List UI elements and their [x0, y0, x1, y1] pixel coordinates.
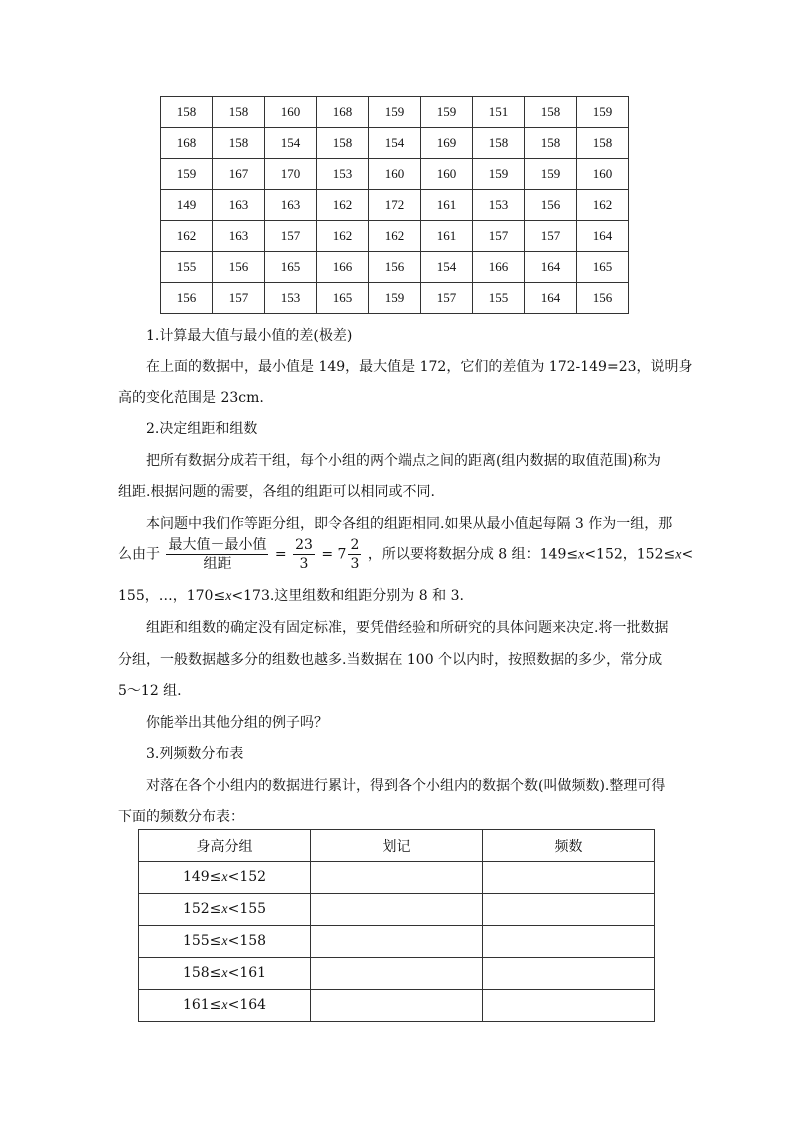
range-low: 152≤ [182, 901, 222, 917]
section1-para-line1: 在上面的数据中，最小值是 149，最大值是 172，它们的差值为 172-149=23，说明身 [146, 359, 693, 375]
section3-para-line1: 对落在各个小组内的数据进行累计，得到各个小组内的数据个数(叫做频数).整理可得 [146, 778, 666, 794]
equals-sign: = [274, 546, 287, 563]
line3-part-a: 155，…，170≤ [118, 588, 226, 604]
frequency-cell [483, 990, 655, 1022]
range-low: 161≤ [182, 997, 222, 1013]
header-frequency: 频数 [483, 830, 655, 862]
frequency-cell [483, 926, 655, 958]
data-cell: 165 [265, 252, 317, 283]
data-cell: 162 [317, 221, 369, 252]
fraction-numerator: 2 [350, 537, 360, 553]
fraction-numerator: 23 [295, 537, 313, 553]
section2-para3-line1: 组距和组数的确定没有固定标准，要凭借经验和所研究的具体问题来决定.将一批数据 [146, 620, 669, 636]
variable-x: x [221, 902, 228, 917]
section2-para3-line2: 分组，一般数据越多分的组数也越多.当数据在 100 个以内时，按照数据的多少，常分成 [118, 652, 663, 668]
formula-line [118, 536, 693, 576]
tally-cell [311, 862, 483, 894]
data-cell: 164 [577, 221, 629, 252]
section1-para-line2: 高的变化范围是 23cm. [118, 390, 264, 406]
section2-para3-line3: 5～12 组. [118, 683, 182, 699]
formula-suffix-c: < [681, 546, 694, 563]
range-high: <155 [227, 901, 267, 917]
variable-x: x [225, 589, 232, 604]
data-cell: 157 [213, 283, 265, 314]
data-cell: 159 [421, 97, 473, 128]
data-cell: 156 [369, 252, 421, 283]
section1-heading: 1.计算最大值与最小值的差(极差) [146, 328, 353, 344]
fraction-range-over-width [166, 536, 268, 573]
table-row [161, 97, 629, 128]
variable-x: x [221, 934, 228, 949]
formula-prefix: 么由于 [118, 546, 160, 563]
fraction-denominator: 3 [350, 556, 360, 572]
data-cell: 166 [317, 252, 369, 283]
range-high: <161 [227, 965, 267, 981]
data-cell: 162 [317, 190, 369, 221]
data-cell: 160 [577, 159, 629, 190]
data-cell: 157 [473, 221, 525, 252]
data-cell: 157 [265, 221, 317, 252]
group-range-cell [139, 894, 311, 926]
formula-suffix-a: ，所以要将数据分成 8 组：149≤ [367, 546, 579, 563]
table-row [139, 862, 655, 894]
data-cell: 170 [265, 159, 317, 190]
data-cell: 157 [421, 283, 473, 314]
data-cell: 162 [577, 190, 629, 221]
variable-x: x [221, 870, 228, 885]
group-range-cell [139, 926, 311, 958]
data-cell: 159 [473, 159, 525, 190]
fraction-numerator: 最大值－最小值 [168, 537, 267, 553]
data-cell: 153 [265, 283, 317, 314]
header-tally: 划记 [311, 830, 483, 862]
data-cell: 159 [525, 159, 577, 190]
data-cell: 159 [369, 283, 421, 314]
data-cell: 158 [577, 128, 629, 159]
data-cell: 162 [369, 221, 421, 252]
range-high: <152 [227, 869, 267, 885]
tally-cell [311, 894, 483, 926]
data-cell: 158 [213, 97, 265, 128]
table-header-row [139, 830, 655, 862]
variable-x: x [221, 998, 228, 1013]
frequency-cell [483, 958, 655, 990]
tally-cell [311, 990, 483, 1022]
variable-x: x [675, 547, 682, 563]
data-cell: 157 [525, 221, 577, 252]
range-low: 149≤ [182, 869, 222, 885]
data-cell: 156 [577, 283, 629, 314]
frequency-cell [483, 862, 655, 894]
frequency-distribution-table [138, 829, 655, 1022]
data-cell: 161 [421, 221, 473, 252]
data-cell: 172 [369, 190, 421, 221]
table-row [161, 159, 629, 190]
table-row [161, 221, 629, 252]
table-row [139, 894, 655, 926]
data-cell: 162 [161, 221, 213, 252]
range-high: <164 [227, 997, 267, 1013]
fraction-denominator: 3 [299, 556, 309, 572]
data-cell: 156 [161, 283, 213, 314]
data-cell: 154 [265, 128, 317, 159]
data-cell: 164 [525, 283, 577, 314]
range-low: 158≤ [182, 965, 222, 981]
data-cell: 160 [421, 159, 473, 190]
header-height-group: 身高分组 [139, 830, 311, 862]
data-cell: 167 [213, 159, 265, 190]
fraction-23-over-3 [293, 536, 315, 573]
data-cell: 163 [213, 190, 265, 221]
variable-x: x [578, 547, 585, 563]
data-cell: 153 [317, 159, 369, 190]
data-cell: 158 [161, 97, 213, 128]
fraction-denominator: 组距 [203, 556, 232, 572]
equals-seven: = 7 [321, 546, 347, 563]
data-cell: 154 [369, 128, 421, 159]
data-cell: 155 [473, 283, 525, 314]
data-cell: 168 [161, 128, 213, 159]
data-cell: 165 [317, 283, 369, 314]
data-cell: 159 [577, 97, 629, 128]
section2-question: 你能举出其他分组的例子吗？ [146, 715, 328, 731]
data-cell: 163 [265, 190, 317, 221]
group-range-cell [139, 862, 311, 894]
table-row [139, 958, 655, 990]
section2-para1-line1: 把所有数据分成若干组，每个小组的两个端点之间的距离(组内数据的取值范围)称为 [146, 453, 661, 469]
data-cell: 158 [473, 128, 525, 159]
data-cell: 158 [317, 128, 369, 159]
section2-heading: 2.决定组距和组数 [146, 421, 258, 437]
data-cell: 159 [161, 159, 213, 190]
data-cell: 156 [213, 252, 265, 283]
table-row [161, 252, 629, 283]
data-cell: 149 [161, 190, 213, 221]
height-data-table [160, 96, 629, 314]
data-cell: 166 [473, 252, 525, 283]
section3-para-line2: 下面的频数分布表： [118, 809, 244, 825]
data-cell: 160 [265, 97, 317, 128]
data-cell: 151 [473, 97, 525, 128]
data-cell: 158 [525, 97, 577, 128]
table-row [161, 190, 629, 221]
line3-part-b: <173.这里组数和组距分别为 8 和 3. [231, 588, 464, 604]
table-row [161, 128, 629, 159]
data-cell: 156 [525, 190, 577, 221]
data-cell: 153 [473, 190, 525, 221]
fraction-2-over-3 [348, 536, 361, 573]
data-cell: 163 [213, 221, 265, 252]
section2-para2-line3 [118, 586, 663, 607]
frequency-cell [483, 894, 655, 926]
tally-cell [311, 926, 483, 958]
table-row [161, 283, 629, 314]
data-cell: 158 [213, 128, 265, 159]
data-cell: 159 [369, 97, 421, 128]
variable-x: x [221, 966, 228, 981]
data-cell: 169 [421, 128, 473, 159]
data-cell: 161 [421, 190, 473, 221]
formula-suffix-b: <152，152≤ [584, 546, 676, 563]
section2-para1-line2: 组距.根据问题的需要，各组的组距可以相同或不同. [118, 484, 435, 500]
section2-para2-line1: 本问题中我们作等距分组，即令各组的组距相同.如果从最小值起每隔 3 作为一组，那 [146, 516, 673, 532]
group-range-cell [139, 958, 311, 990]
data-cell: 168 [317, 97, 369, 128]
data-cell: 158 [525, 128, 577, 159]
data-cell: 160 [369, 159, 421, 190]
data-cell: 164 [525, 252, 577, 283]
table-row [139, 926, 655, 958]
range-high: <158 [227, 933, 267, 949]
range-low: 155≤ [182, 933, 222, 949]
group-range-cell [139, 990, 311, 1022]
data-cell: 155 [161, 252, 213, 283]
data-cell: 165 [577, 252, 629, 283]
tally-cell [311, 958, 483, 990]
section3-heading: 3.列频数分布表 [146, 746, 244, 762]
table-row [139, 990, 655, 1022]
data-cell: 154 [421, 252, 473, 283]
